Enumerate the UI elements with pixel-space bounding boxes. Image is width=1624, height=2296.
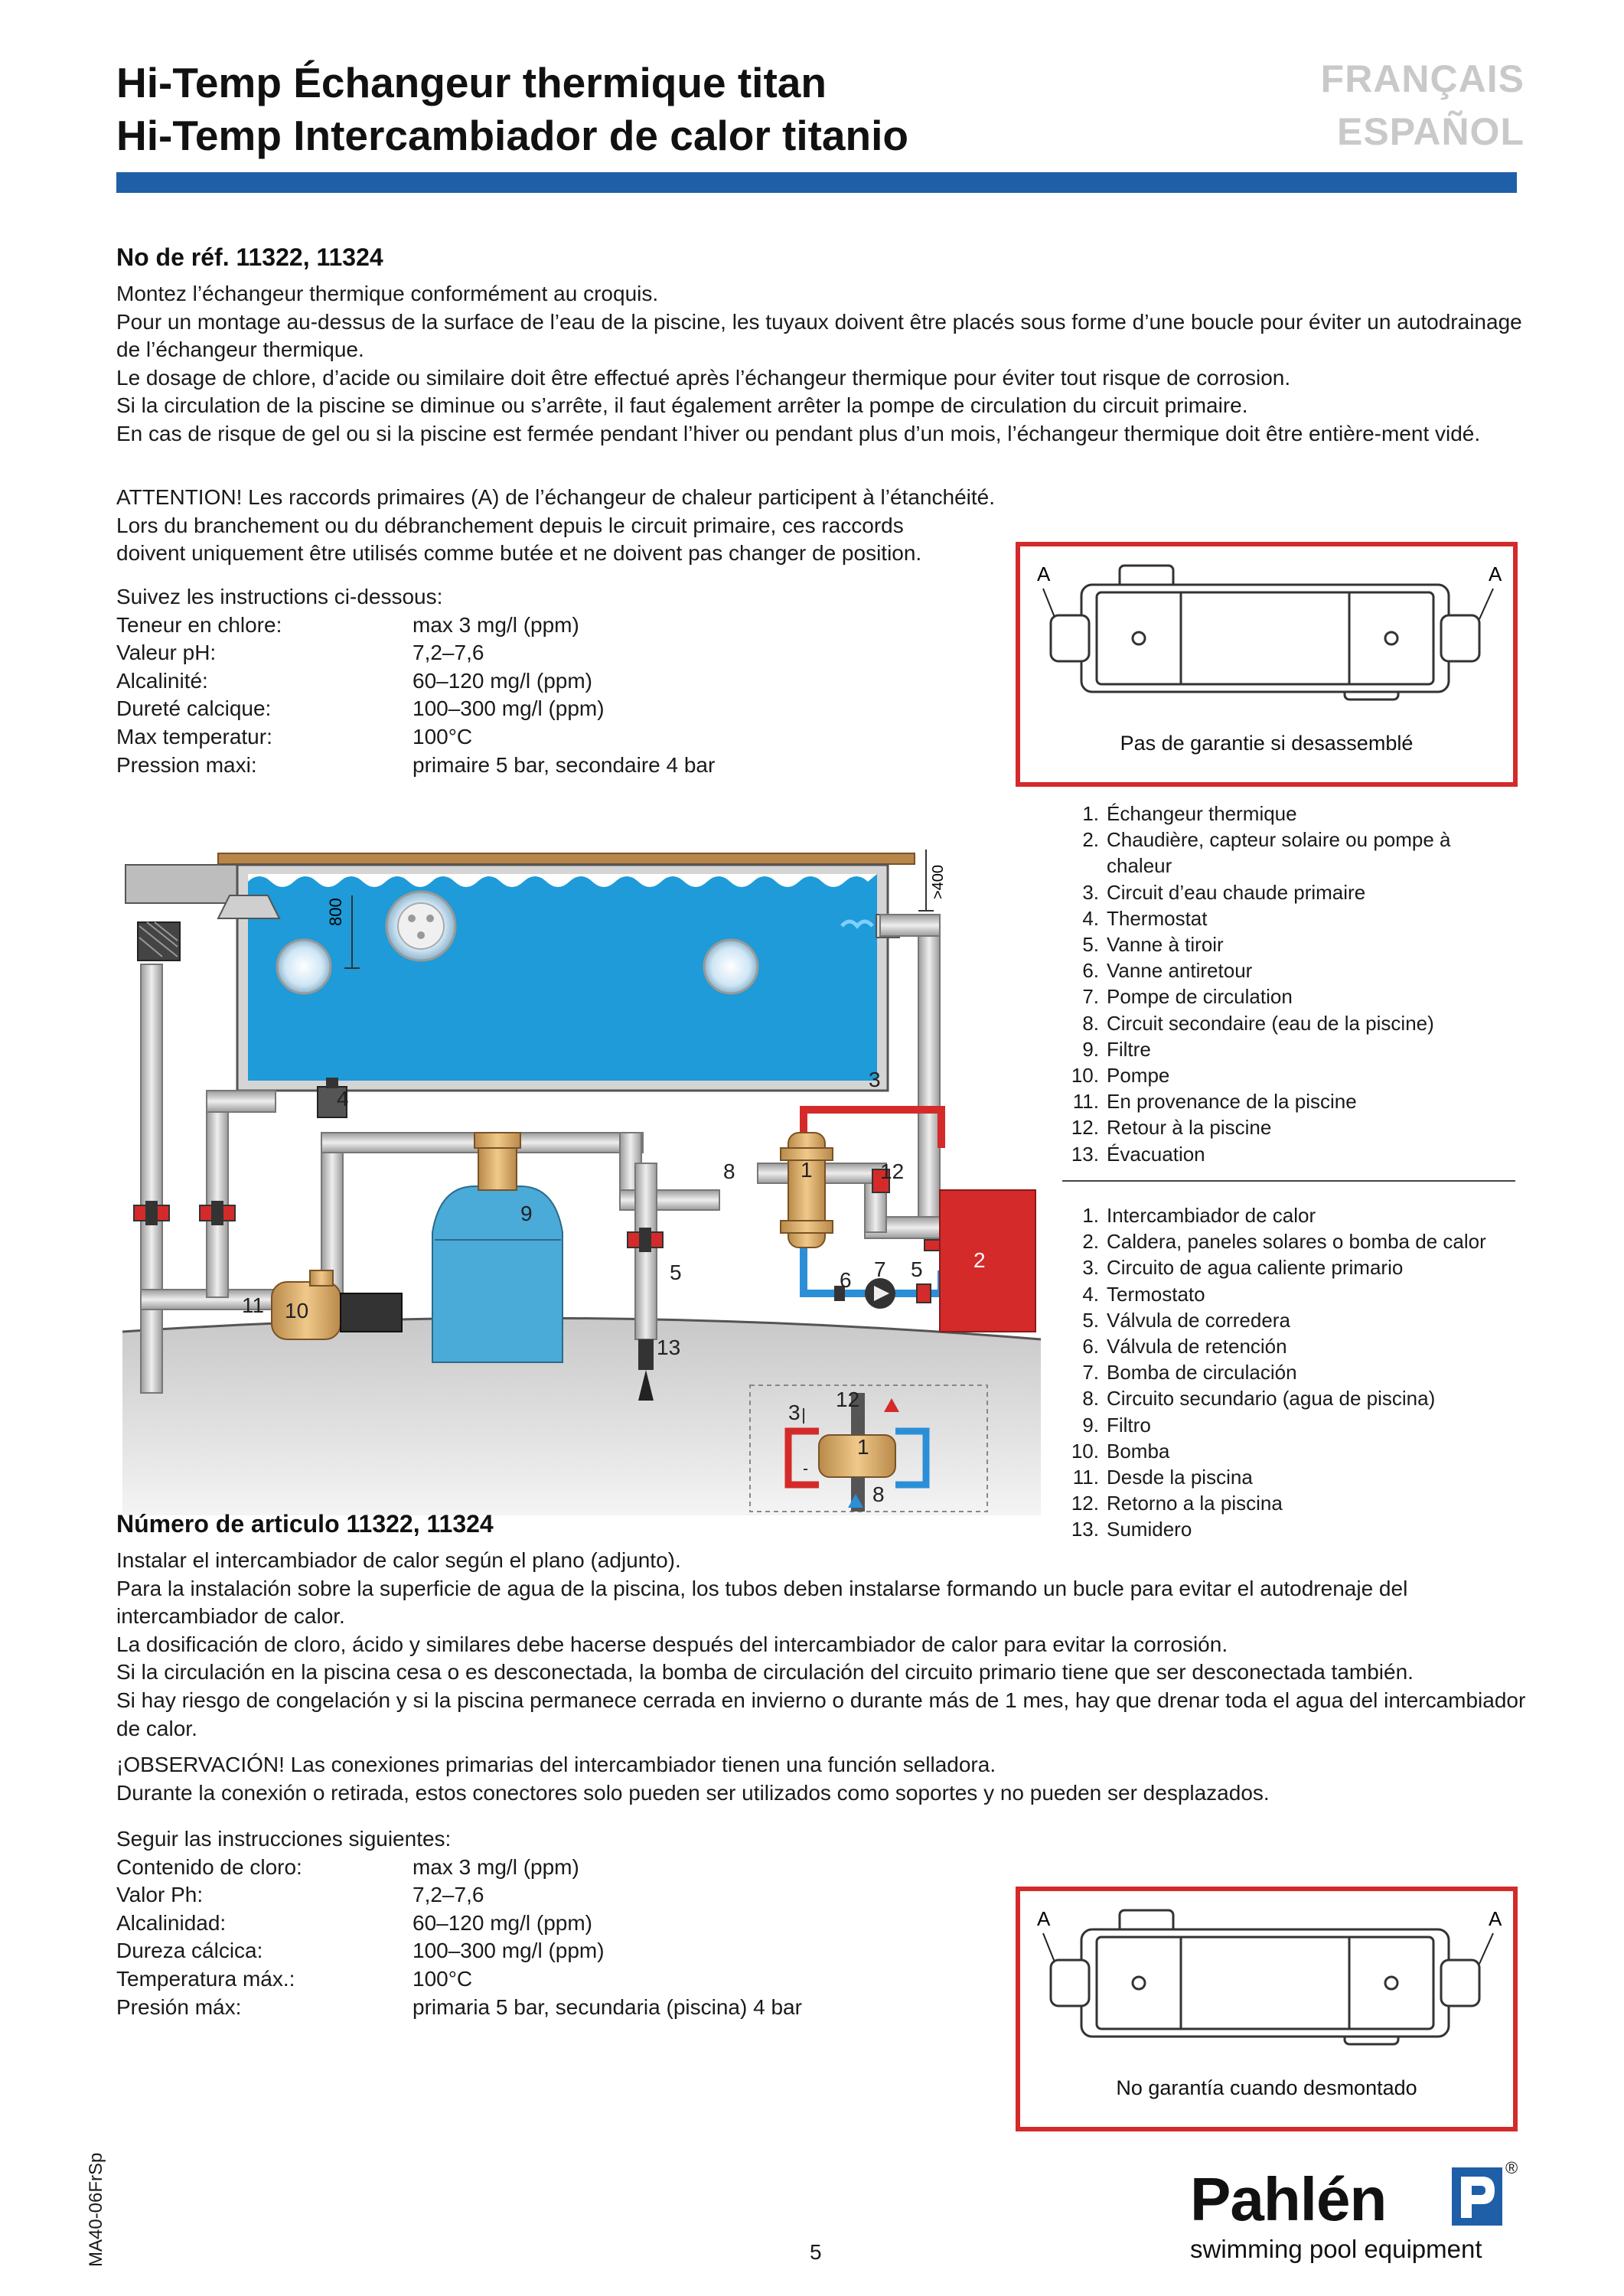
spec-row: Valor Ph: 7,2–7,6	[116, 1883, 484, 1907]
label-8: 8	[723, 1159, 735, 1183]
pool-light-left	[277, 940, 331, 993]
para-es-5: Si hay riesgo de congelación y si la piscina permanece cerrada en invierno o durante más de 1 mes, hay que drenar toda el agua del intercambiador de calor.	[116, 1688, 1526, 1740]
spec-row: Alcalinidad: 60–120 mg/l (ppm)	[116, 1910, 593, 1935]
label-6: 6	[840, 1268, 852, 1292]
label-11: 11	[242, 1293, 265, 1317]
label-12: 12	[880, 1159, 905, 1183]
attention-fr-2: Lors du branchement ou du débranchement depuis le circuit primaire, ces raccords	[116, 513, 904, 537]
boiler	[940, 1190, 1035, 1332]
label-5-right: 5	[911, 1257, 923, 1281]
legend-item: 8. Circuito secundario (agua de piscina)	[1082, 1387, 1436, 1411]
para-fr-5: En cas de risque de gel ou si la piscine est fermée pendant l’hiver ou pendant plus d’un mois, l’échangeur thermique doit être entière-ment vidé.	[116, 421, 1481, 445]
brand-name: Pahlén	[1190, 2165, 1387, 2233]
spec-row: Max temperatur: 100°C	[116, 724, 473, 748]
pool-light-right	[704, 940, 758, 993]
paragraphs-fr	[116, 280, 1532, 448]
legend-item: 7. Pompe de circulation	[1082, 985, 1293, 1009]
legend-item: 9. Filtre	[1082, 1037, 1151, 1061]
legend-item: 5. Válvula de corredera	[1082, 1308, 1290, 1332]
dim-800: 800	[326, 898, 345, 926]
spec-row: Alcalinité: 60–120 mg/l (ppm)	[116, 668, 593, 693]
legend-fr	[1062, 801, 1514, 1167]
observacion-es	[116, 1751, 1540, 1807]
heat-exchanger-drawing	[1020, 546, 1513, 715]
label-a-left: A	[1037, 1907, 1051, 1930]
page-number: 5	[810, 2240, 822, 2264]
legend-item: 3. Circuito de agua caliente primario	[1082, 1256, 1404, 1280]
label-3: 3	[869, 1068, 881, 1091]
legend-item: 4. Termostato	[1082, 1282, 1205, 1306]
legend-item: 10. Bomba	[1071, 1439, 1170, 1463]
para-fr-3: Le dosage de chlore, d’acide ou similaire doit être effectué après l’échangeur thermique pour éviter tout risque de corrosion.	[116, 365, 1291, 390]
spec-row: Teneur en chlore: max 3 mg/l (ppm)	[116, 612, 579, 637]
label-5-left: 5	[670, 1261, 682, 1284]
inset-label-1: 1	[857, 1435, 869, 1459]
lang-es: ESPAÑOL	[1337, 110, 1525, 153]
warranty-box-fr	[1016, 542, 1518, 787]
label-a-left: A	[1037, 563, 1051, 585]
legend-item: 5. Vanne à tiroir	[1082, 933, 1224, 957]
attention-fr-3: doivent uniquement être utilisés comme butée et ne doivent pas changer de position.	[116, 541, 922, 566]
legend-item: 6. Vanne antiretour	[1082, 959, 1253, 983]
spec-row: Pression maxi: primaire 5 bar, secondaire 4 bar	[116, 752, 716, 777]
spec-row: Dureté calcique: 100–300 mg/l (ppm)	[116, 696, 605, 721]
legend-item: 6. Válvula de retención	[1082, 1335, 1287, 1358]
registered-mark: ®	[1505, 2158, 1518, 2177]
spec-intro-fr: Suivez les instructions ci-dessous:	[116, 585, 443, 608]
dim-400: >400	[930, 864, 947, 899]
legend-item: 11. En provenance de la piscine	[1072, 1090, 1357, 1114]
label-9: 9	[520, 1202, 533, 1225]
paragraphs-es	[116, 1547, 1540, 1743]
spec-row: Presión máx: primaria 5 bar, secundaria (piscina) 4 bar	[116, 1994, 802, 2019]
heading-es: Número de articulo 11322, 11324	[116, 1510, 494, 1538]
inset-label-12: 12	[836, 1388, 860, 1411]
legend-item: 2. Chaudière, capteur solaire ou pompe à chaleur	[1082, 828, 1451, 878]
legend-item: 13. Évacuation	[1071, 1142, 1205, 1166]
label-13: 13	[657, 1336, 681, 1359]
legend-item: 12. Retour à la piscine	[1071, 1116, 1272, 1140]
label-2: 2	[973, 1248, 986, 1272]
label-1: 1	[801, 1158, 813, 1182]
title-es: Hi-Temp Intercambiador de calor titanio	[116, 112, 908, 159]
legend-item: 1. Intercambiador de calor	[1082, 1204, 1316, 1227]
legend-es	[1062, 1202, 1529, 1543]
spec-row: Valeur pH: 7,2–7,6	[116, 641, 484, 665]
specs-es	[116, 1825, 802, 2021]
title-fr: Hi-Temp Échangeur thermique titan	[116, 59, 827, 106]
legend-item: 10. Pompe	[1071, 1064, 1170, 1088]
legend-item: 7. Bomba de circulación	[1082, 1361, 1297, 1384]
heat-exchanger-drawing	[1020, 1891, 1513, 2060]
label-10: 10	[285, 1299, 309, 1322]
legend-item: 1. Échangeur thermique	[1082, 802, 1297, 825]
legend-item: 2. Caldera, paneles solares o bomba de calor	[1082, 1230, 1486, 1254]
legend-item: 8. Circuit secondaire (eau de la piscine)	[1082, 1011, 1434, 1035]
para-es-1: Instalar el intercambiador de calor según el plano (adjunto).	[116, 1548, 681, 1572]
spec-intro-es: Seguir las instrucciones siguientes:	[116, 1827, 452, 1851]
inset-label-8: 8	[872, 1482, 885, 1506]
header-bar	[116, 172, 1517, 193]
label-7: 7	[874, 1257, 886, 1281]
spec-row: Contenido de cloro: max 3 mg/l (ppm)	[116, 1854, 579, 1879]
legend-item: 11. Desde la piscina	[1072, 1466, 1253, 1489]
label-4: 4	[337, 1087, 349, 1110]
para-fr-2: Pour un montage au-dessus de la surface de l’eau de la piscine, les tuyaux doivent être placés sous forme d’une boucle pour éviter un autodrainage de l’échangeur thermique.	[116, 309, 1522, 362]
label-a-right: A	[1489, 1907, 1502, 1930]
spec-row: Temperatura máx.: 100°C	[116, 1966, 473, 1991]
pool-installation-diagram	[115, 842, 1056, 1515]
pahlen-p-icon	[1450, 2166, 1504, 2227]
heading-fr: No de réf. 11322, 11324	[116, 243, 383, 271]
legend-item: 3. Circuit d’eau chaude primaire	[1082, 880, 1366, 904]
label-a-right: A	[1489, 563, 1502, 585]
specs-fr	[116, 583, 715, 779]
spec-row: Dureza cálcica: 100–300 mg/l (ppm)	[116, 1939, 605, 1963]
legend-item: 9. Filtro	[1082, 1413, 1151, 1437]
inset-label-3: 3	[788, 1401, 801, 1424]
brand-tagline: swimming pool equipment	[1190, 2235, 1482, 2263]
doc-code: MA40-06FrSp	[86, 2152, 106, 2267]
warranty-box-es	[1016, 1887, 1518, 2131]
para-es-4: Si la circulación en la piscina cesa o es desconectada, la bomba de circulación del circuito primario tiene que ser desconectada también.	[116, 1660, 1414, 1684]
box-caption-fr: Pas de garantie si desassemblé	[1120, 732, 1414, 755]
attention-fr	[116, 484, 1073, 568]
para-es-3: La dosificación de cloro, ácido y similares debe hacerse después del intercambiador de calor para evitar la corrosión.	[116, 1632, 1228, 1656]
attention-fr-1: ATTENTION! Les raccords primaires (A) de l’échangeur de chaleur participent à l’étanchéité.	[116, 485, 995, 509]
para-fr-1: Montez l’échangeur thermique conformément au croquis.	[116, 282, 659, 305]
legend-item: 13. Sumidero	[1071, 1518, 1192, 1541]
box-caption-es: No garantía cuando desmontado	[1116, 2076, 1417, 2099]
observacion-es-2: Durante la conexión o retirada, estos conectores solo pueden ser utilizados como soportes y no pueden ser desplazados.	[116, 1780, 1270, 1805]
legend-divider	[1062, 1180, 1515, 1182]
legend-item: 12. Retorno a la piscina	[1071, 1492, 1283, 1515]
para-fr-4: Si la circulation de la piscine se diminue ou s’arrête, il faut également arrêter la pompe de circulation du circuit primaire.	[116, 393, 1248, 418]
pahlen-logo	[1190, 2158, 1527, 2281]
observacion-es-1: ¡OBSERVACIÓN! Las conexiones primarias del intercambiador tienen una función selladora.	[116, 1753, 996, 1776]
lang-fr: FRANÇAIS	[1320, 57, 1525, 100]
para-es-2: Para la instalación sobre la superficie de agua de la piscina, los tubos deben instalarse formando un bucle para evitar el autodrenaje del intercambiador de calor.	[116, 1576, 1408, 1629]
legend-item: 4. Thermostat	[1082, 906, 1208, 930]
